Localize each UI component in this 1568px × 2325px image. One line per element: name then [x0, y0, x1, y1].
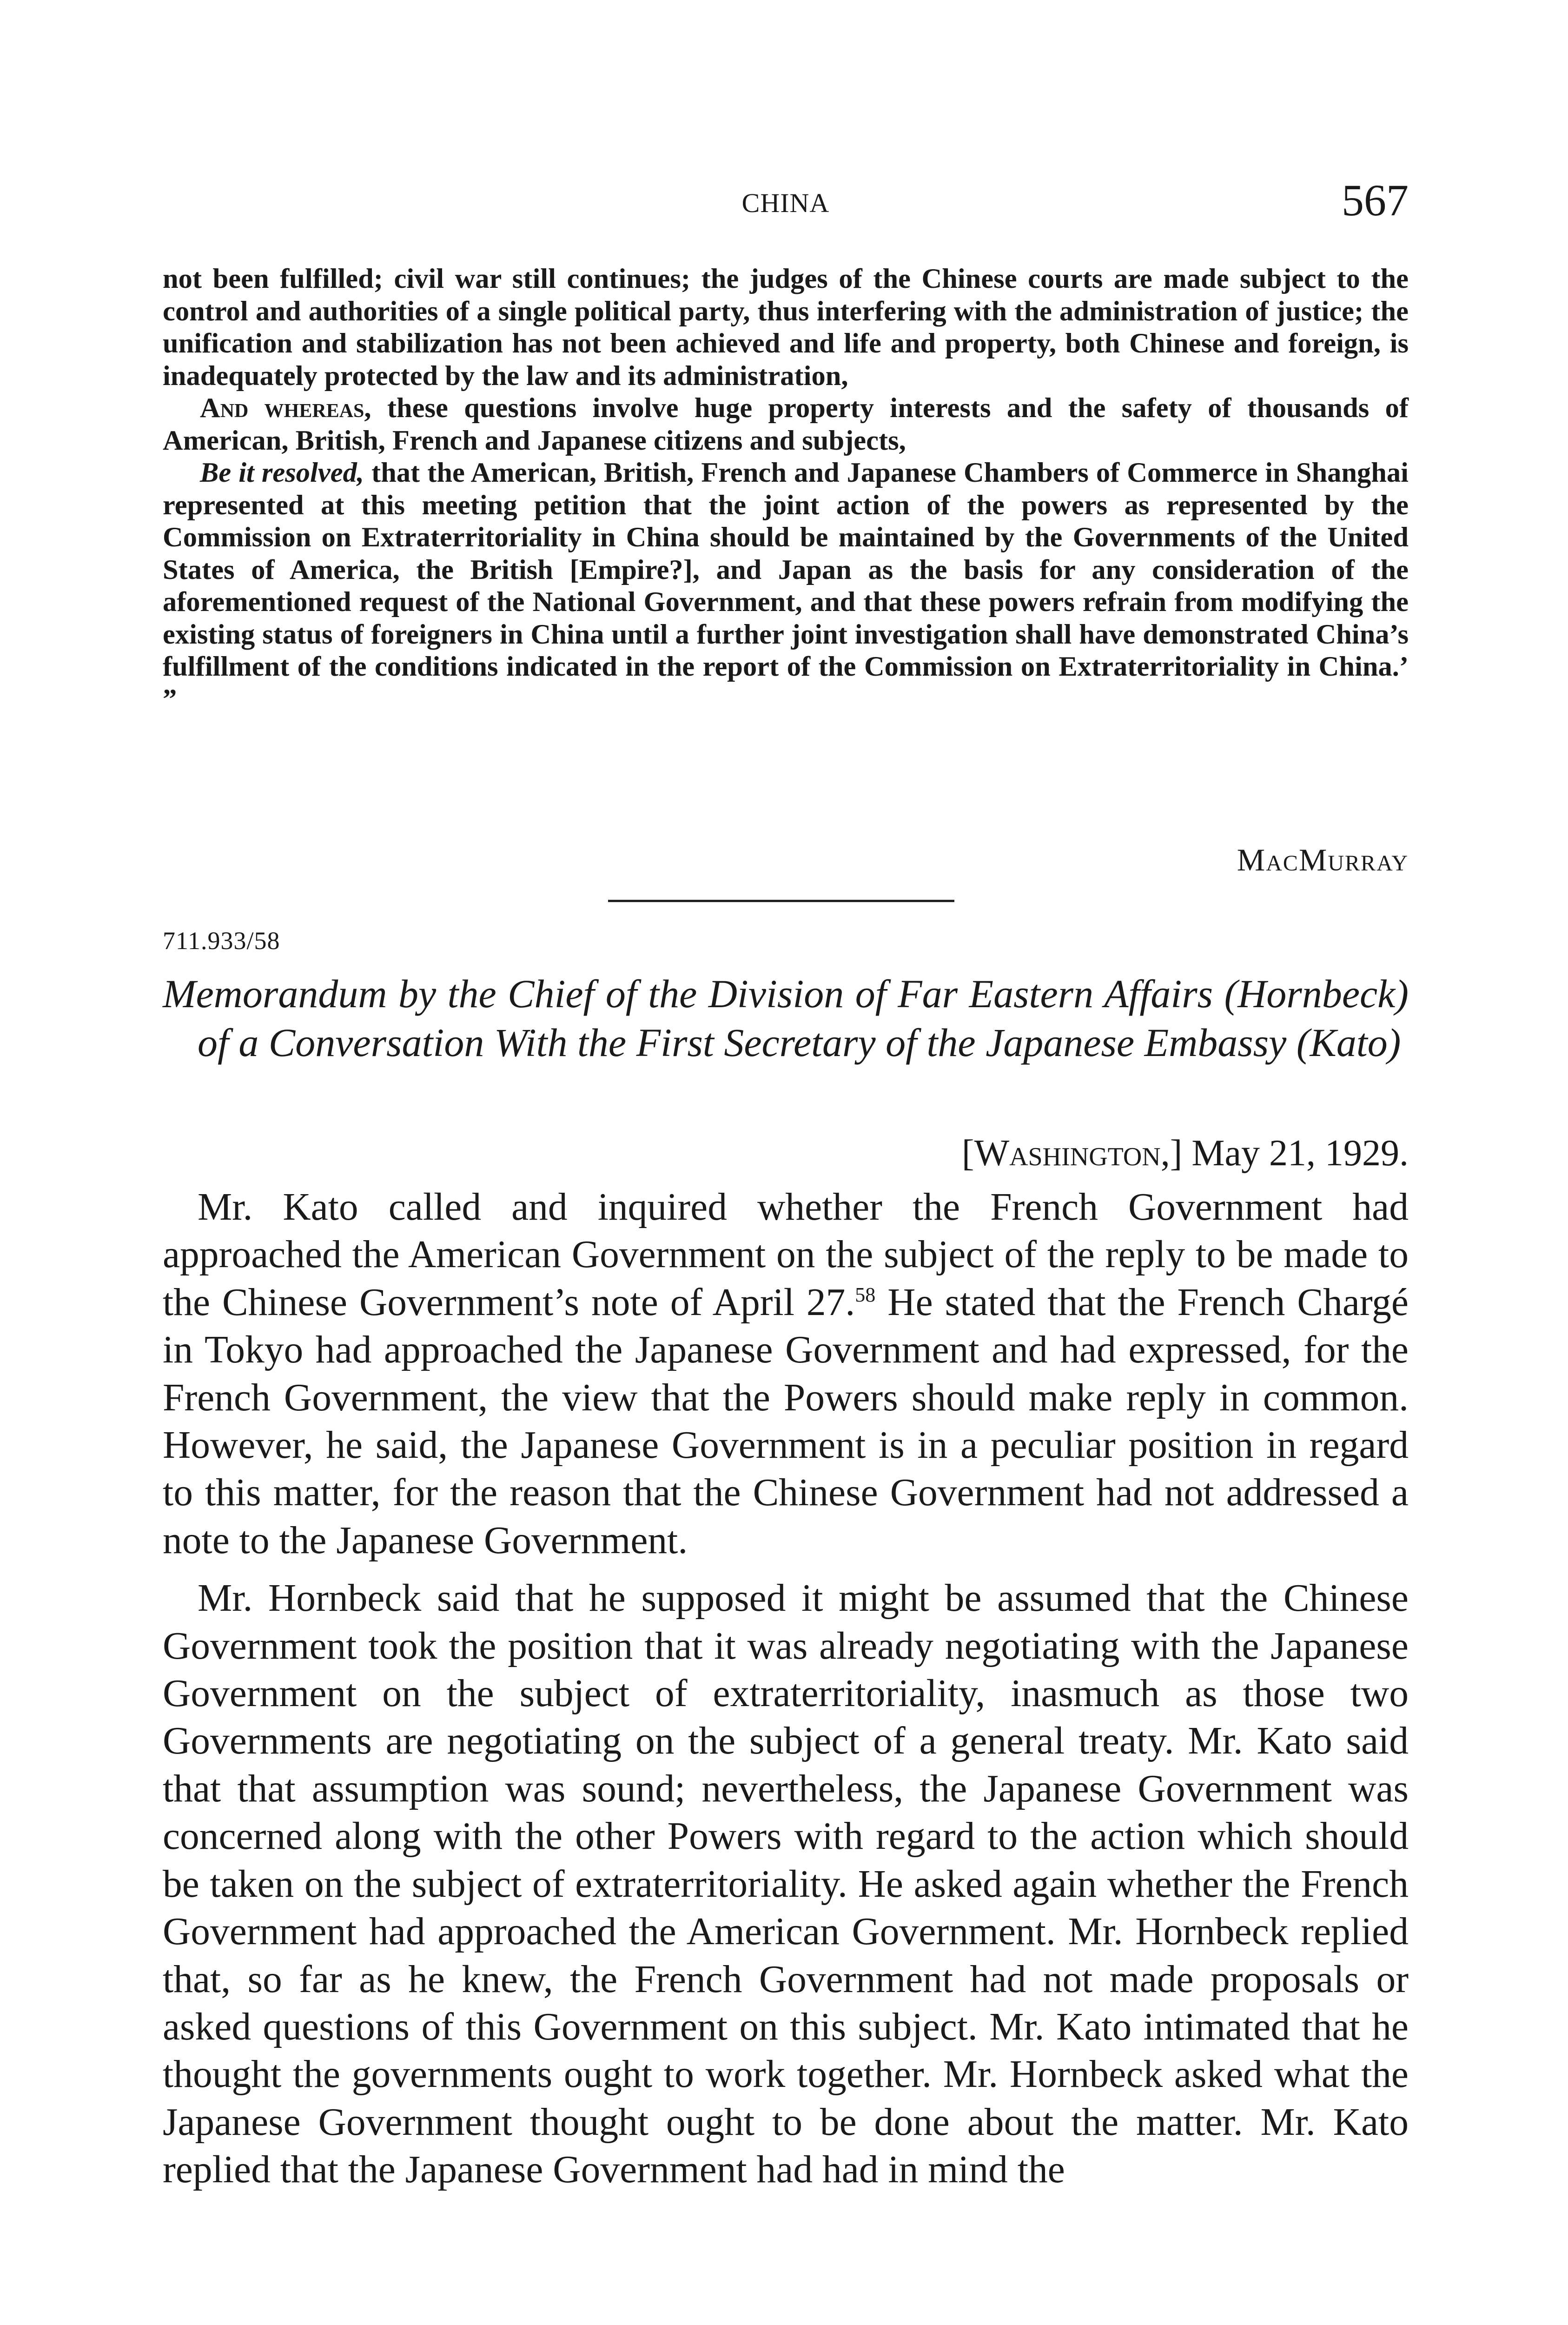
page-number: 567: [1342, 175, 1409, 225]
quote-text: these questions involve huge property interests and the safety of thousands of American, British, French and Japanese citizens and subjects,: [163, 392, 1409, 456]
body-paragraph: [163, 1183, 1409, 1564]
section-divider: [608, 900, 954, 902]
dateline: [962, 1132, 1409, 1175]
page-header: [163, 174, 1409, 226]
dateline-date: May 21, 1929.: [1182, 1133, 1409, 1174]
quoted-resolution: [163, 263, 1409, 715]
quote-paragraph: not been fulfilled; civil war still continues; the judges of the Chinese courts are made subject to the control and authorities of a single political party, thus interfering with the administration of justice; the unification and stabilization has not been achieved and life and property, both Chinese and foreign, is inadequately protected by the law and its administration,: [163, 263, 1409, 392]
footnote-reference[interactable]: 58: [855, 1283, 876, 1306]
quote-lead: And whereas,: [200, 392, 371, 424]
memorandum-body: [163, 1183, 1409, 2194]
quote-paragraph: [163, 457, 1409, 715]
document-title: Memorandum by the Chief of the Division of Far Eastern Affairs (Hornbeck) of a Conversation With the First Secretary of the Japanese Embassy (Kato): [163, 971, 1409, 1065]
body-text: Mr. Kato called and inquired whether the French Government had approached the American Government on the subject of the reply to be made to the Chinese Government’s note of April 27.: [163, 1186, 1409, 1324]
body-paragraph: Mr. Hornbeck said that he supposed it might be assumed that the Chinese Government took the position that it was already negotiating with the Japanese Government on the subject of extraterritoriality, inasmuch as those two Governments are negotiating on the subject of a general treaty. Mr. Kato said that that assumption was sound; nevertheless, the Japanese Government was concerned along with the other Powers with regard to the action which should be taken on the subject of extraterritoriality. He asked again whether the French Government had approached the American Government. Mr. Hornbeck replied that, so far as he knew, the French Government had not made proposals or asked questions of this Government on this subject. Mr. Kato intimated that he thought the governments ought to work together. Mr. Hornbeck asked what the Japanese Government thought ought to be done about the matter. Mr. Kato replied that the Japanese Government had had in mind the: [163, 1577, 1409, 2192]
body-text: He stated that the French Chargé in Tokyo had approached the Japanese Government and had expressed, for the French Government, the view that the Powers should make reply in common. However, he said, the Japanese Government is in a peculiar position in regard to this matter, for the reason that the Chinese Government had not addressed a note to the Japanese Government.: [163, 1281, 1409, 1562]
quote-paragraph: [163, 392, 1409, 457]
file-number: 711.933/58: [163, 927, 280, 955]
quote-text: that the American, British, French and Japanese Chambers of Commerce in Shanghai represented at this meeting petition that the joint action of the powers as represented by the Commission on Extraterritoriality in China should be maintained by the Governments of the United States of America, the British [Empire?], and Japan as the basis for any consideration of the aforementioned request of the National Government, and that these powers refrain from modifying the existing status of foreigners in China until a further joint investigation shall have demonstrated China’s fulfillment of the conditions indicated in the report of the Commission on Extraterritoriality in China.’ ”: [163, 457, 1409, 715]
quote-lead: Be it resolved,: [200, 457, 364, 488]
signature: MacMurray: [1237, 842, 1409, 877]
running-head: CHINA: [741, 188, 830, 218]
dateline-place: [Washington,]: [961, 1133, 1183, 1174]
